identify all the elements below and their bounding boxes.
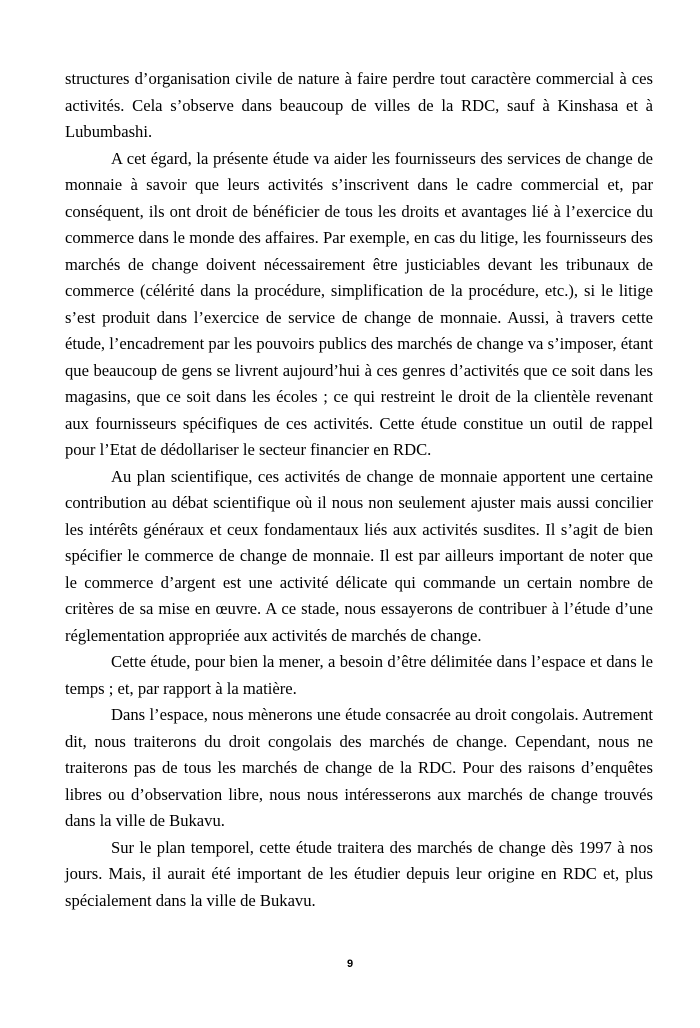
- paragraph-study-benefits: A cet égard, la présente étude va aider les fournisseurs des services de change de monnaie à savoir que leurs activités s’inscrivent dans le cadre commercial et, par conséquent, ils ont droit de bénéficier de tous les droits et avantages lié à l’exercice du commerce dans le monde des affaires. Par exemple, en cas du litige, les fournisseurs des marchés de change doivent nécessairement être justiciables devant les tribunaux de commerce (célérité dans la procédure, simplification de la procédure, etc.), si le litige s’est produit dans l’exercice de service de change de monnaie. Aussi, à travers cette étude, l’encadrement par les pouvoirs publics des marchés de change va s’imposer, étant que beaucoup de gens se livrent aujourd’hui à ces genres d’activités que ce soit dans les magasins, que ce soit dans les écoles ; ce qui restreint le droit de la clientèle revenant aux fournisseurs spécifiques de ces activités. Cette étude constitue un outil de rappel pour l’Etat de dédollariser le secteur financier en RDC.: [65, 148, 653, 459]
- paragraph-space: Dans l’espace, nous mènerons une étude consacrée au droit congolais. Autrement dit, nous traiterons du droit congolais des marchés de change. Cependant, nous ne traiterons pas de tous les marchés de change de la RDC. Pour des raisons d’enquêtes libres ou d’observation libre, nous nous intéresserons aux marchés de change trouvés dans la ville de Bukavu.: [65, 705, 653, 830]
- paragraph-scientific-plan: Au plan scientifique, ces activités de change de monnaie apportent une certaine contribution au débat scientifique où il nous non seulement ajuster mais aussi concilier les intérêts généraux et ceux fondamentaux liés aux activités susdites. Il s’agit de bien spécifier le commerce de change de monnaie. Il est par ailleurs important de noter que le commerce d’argent est une activité délicate qui commande un certain nombre de critères de sa mise en œuvre. A ce stade, nous essayerons de contribuer à l’étude d’une réglementation appropriée aux activités de marchés de change.: [65, 466, 653, 645]
- paragraph-continuation: structures d’organisation civile de nature à faire perdre tout caractère commercial à ces activités. Cela s’observe dans beaucoup de villes de la RDC, sauf à Kinshasa et à Lubumbashi.: [65, 69, 653, 141]
- body-text: [65, 66, 653, 914]
- page-number: 9: [346, 958, 354, 970]
- paragraph-delimitation: Cette étude, pour bien la mener, a besoin d’être délimitée dans l’espace et dans le temps ; et, par rapport à la matière.: [65, 652, 653, 698]
- paragraph-temporal: Sur le plan temporel, cette étude traitera des marchés de change dès 1997 à nos jours. Mais, il aurait été important de les étudier depuis leur origine en RDC et, plus spécialement dans la ville de Bukavu.: [65, 837, 653, 910]
